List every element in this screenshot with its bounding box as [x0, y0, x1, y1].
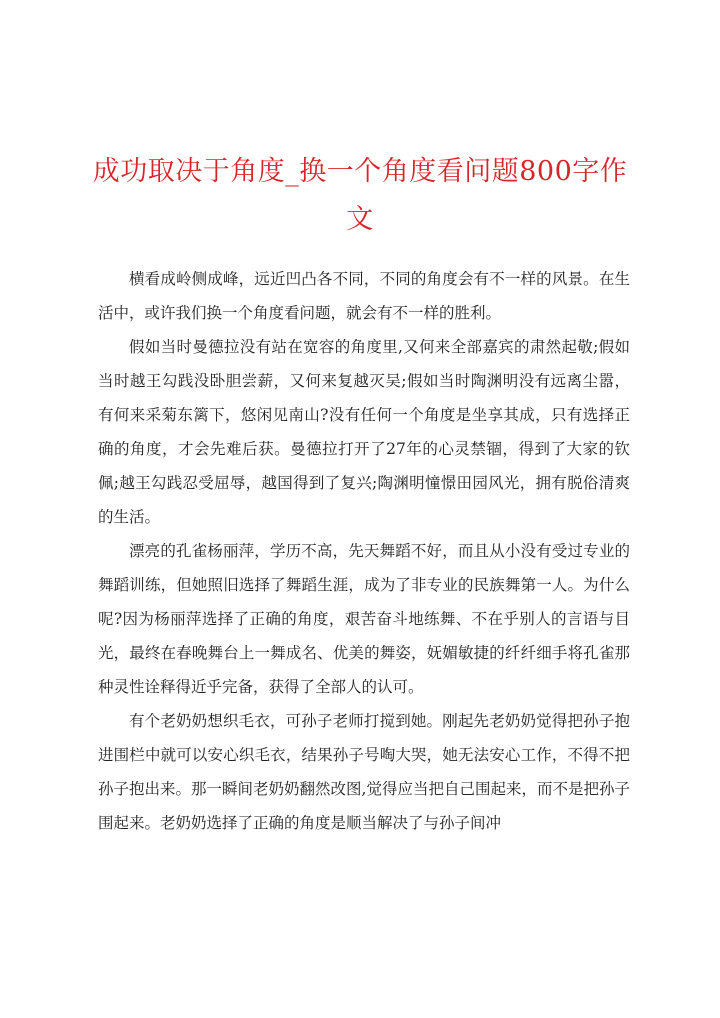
paragraph: 有个老奶奶想织毛衣，可孙子老师打搅到她。刚起先老奶奶觉得把孙子抱进围栏中就可以安心织毛衣，结果孙子号啕大哭，她无法安心工作，不得不把孙子抱出来。那一瞬间老奶奶翻然改图,觉得应当把自己围起来，而不是把孙子围起来。老奶奶选择了正确的角度是顺当解决了与孙子间冲 — [98, 712, 630, 832]
paragraph: 横看成岭侧成峰，远近凹凸各不同，不同的角度会有不一样的风景。在生活中，或许我们换一个角度看问题，就会有不一样的胜利。 — [98, 270, 630, 322]
document-body — [98, 262, 630, 840]
paragraph: 漂亮的孔雀杨丽萍，学历不高，先天舞蹈不好，而且从小没有受过专业的舞蹈训练，但她照旧选择了舞蹈生涯，成为了非专业的民族舞第一人。为什么呢?因为杨丽萍选择了正确的角度，艰苦奋斗地练舞、不在乎别人的言语与目光，最终在春晚舞台上一舞成名、优美的舞姿，妩媚敏捷的纤纤细手将孔雀那种灵性诠释得近乎完备，获得了全部人的认可。 — [98, 542, 630, 696]
paragraph: 假如当时曼德拉没有站在宽容的角度里,又何来全部嘉宾的肃然起敬;假如当时越王勾践没卧胆尝薪，又何来复越灭吴;假如当时陶渊明没有远离尘嚣，有何来采菊东篱下，悠闲见南山?没有任何一个角度是坐享其成，只有选择正确的角度，才会先难后获。曼德拉打开了27年的心灵禁锢，得到了大家的钦佩;越王勾践忍受屈辱，越国得到了复兴;陶渊明憧憬田园风光，拥有脱俗清爽的生活。 — [98, 338, 630, 526]
document-title: 成功取决于角度_换一个角度看问题800字作文 — [92, 156, 628, 235]
